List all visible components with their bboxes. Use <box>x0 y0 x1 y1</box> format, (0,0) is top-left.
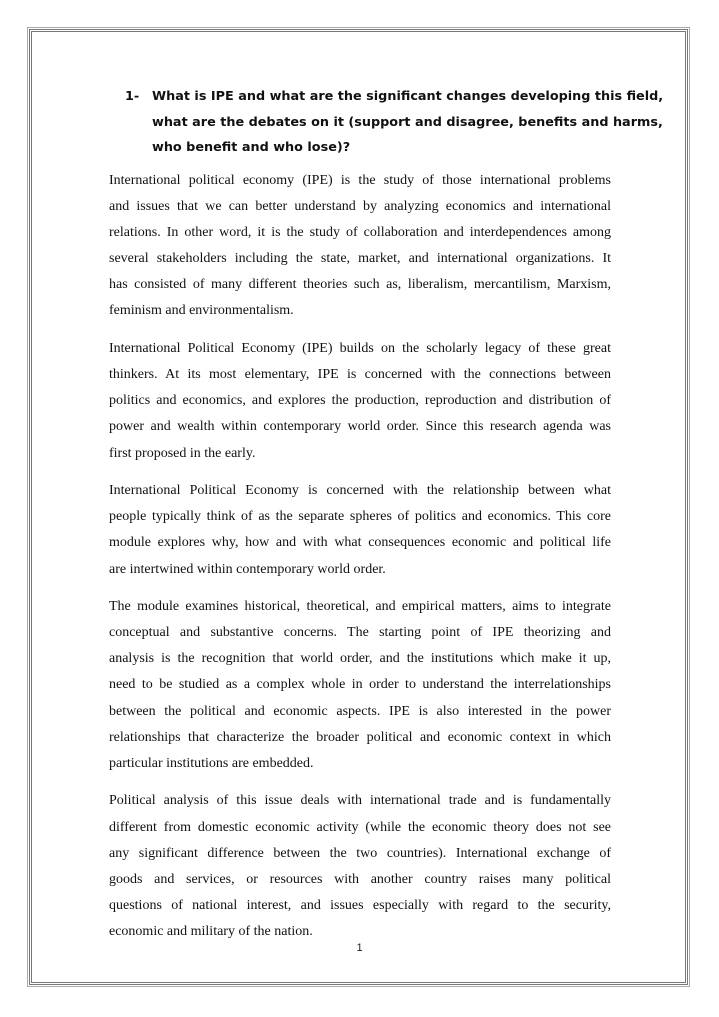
text-line: need to be studied as a complex whole in order to understand the interrelationships <box>109 677 611 693</box>
text-line: and issues that we can better understand by analyzing economics and international <box>109 199 611 215</box>
paragraph-1 <box>109 168 611 325</box>
text-line: power and wealth within contemporary world order. Since this research agenda was <box>109 419 611 435</box>
text-line: Political analysis of this issue deals with international trade and is fundamentally <box>109 793 611 809</box>
text-line: economic and military of the nation. <box>109 923 313 939</box>
text-line: any significant difference between the two countries). International exchange of <box>109 845 611 861</box>
question-text <box>152 84 664 161</box>
text-line: particular institutions are embedded. <box>109 755 314 771</box>
question-number: 1- <box>125 89 140 104</box>
paragraph-4 <box>109 594 611 777</box>
question-line: what are the debates on it (support and disagree, benefits and harms, <box>152 114 663 130</box>
text-line: questions of national interest, and issues especially with regard to the security, <box>109 897 611 913</box>
text-line: relationships that characterize the broader political and economic context in which <box>109 729 611 745</box>
text-line: people typically think of as the separate spheres of politics and economics. This core <box>109 509 611 525</box>
paragraph-5 <box>109 788 611 945</box>
text-line: politics and economics, and explores the production, reproduction and distribution of <box>109 393 611 409</box>
text-line: are intertwined within contemporary world order. <box>109 561 386 577</box>
question-line: What is IPE and what are the significant changes developing this field, <box>152 89 664 104</box>
text-line: The module examines historical, theoretical, and empirical matters, aims to integrate <box>109 599 611 615</box>
text-line: different from domestic economic activity (while the economic theory does not see <box>109 819 611 835</box>
text-line: goods and services, or resources with another country raises many political <box>109 871 611 887</box>
text-line: between the political and economic aspects. IPE is also interested in the power <box>109 703 611 719</box>
question-line: who benefit and who lose)? <box>152 140 351 155</box>
text-line: has consisted of many different theories such as, liberalism, mercantilism, Marxism, <box>109 277 611 293</box>
text-line: International Political Economy is concerned with the relationship between what <box>109 483 611 499</box>
text-line: conceptual and substantive concerns. The starting point of IPE theorizing and <box>109 625 611 641</box>
text-line: analysis is the recognition that world order, and the institutions which make it up, <box>109 651 611 667</box>
text-line: thinkers. At its most elementary, IPE is concerned with the connections between <box>109 367 611 383</box>
text-line: module explores why, how and with what consequences economic and political life <box>109 535 611 551</box>
text-line: International Political Economy (IPE) builds on the scholarly legacy of these great <box>109 341 611 357</box>
text-line: first proposed in the early. <box>109 445 256 461</box>
text-line: several stakeholders including the state, market, and international organizations. It <box>109 251 611 267</box>
paragraph-3 <box>109 478 611 582</box>
paragraph-2 <box>109 336 611 466</box>
document-body <box>109 168 611 957</box>
text-line: feminism and environmentalism. <box>109 303 294 319</box>
page-number: 1 <box>356 942 363 954</box>
text-line: International political economy (IPE) is the study of those international problems <box>109 173 611 188</box>
text-line: relations. In other word, it is the study of collaboration and interdependences among <box>109 225 611 241</box>
question-heading <box>125 84 664 161</box>
